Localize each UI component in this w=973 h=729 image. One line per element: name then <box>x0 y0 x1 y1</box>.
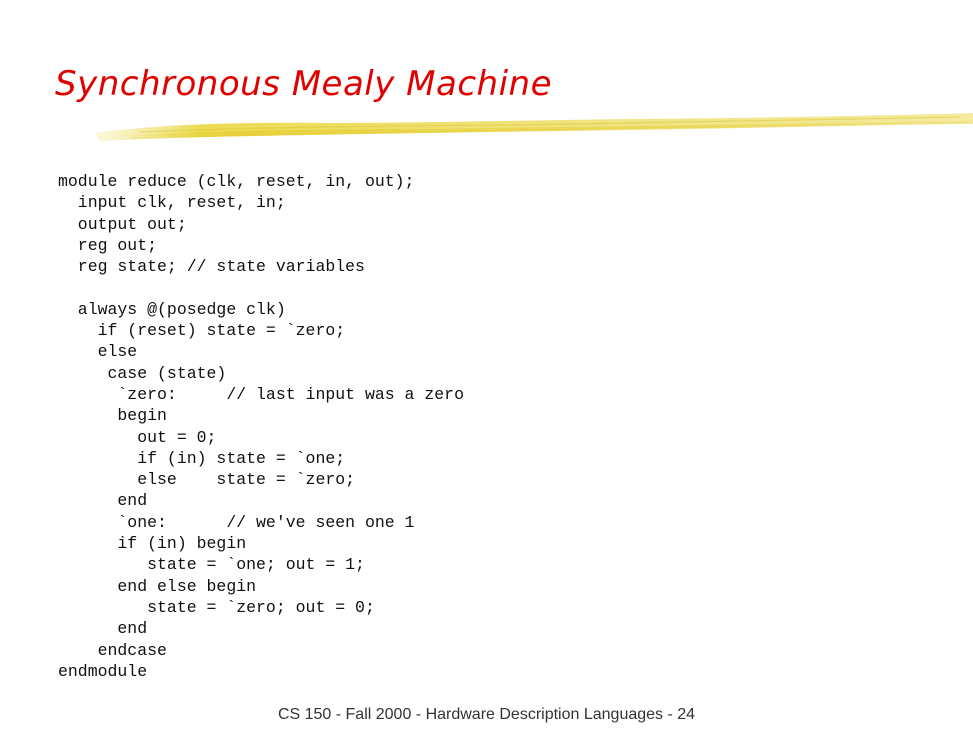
slide-footer: CS 150 - Fall 2000 - Hardware Description Languages - 24 <box>277 706 696 723</box>
slide-title: Synchronous Mealy Machine <box>55 64 552 104</box>
verilog-code-listing: module reduce (clk, reset, in, out); input clk, reset, in; output out; reg out; reg state; // state variables always @(posedge clk) if (reset) state = `zero; else case (state) `zero: // last input was a zero begin out = 0; if (in) state = `one; else state = `zero; end `one: // we've seen one 1 if (in) begin state = `one; out = 1; end else begin state = `zero; out = 0; end endcase endmodule <box>58 172 464 681</box>
title-underline-brushstroke <box>0 110 973 156</box>
